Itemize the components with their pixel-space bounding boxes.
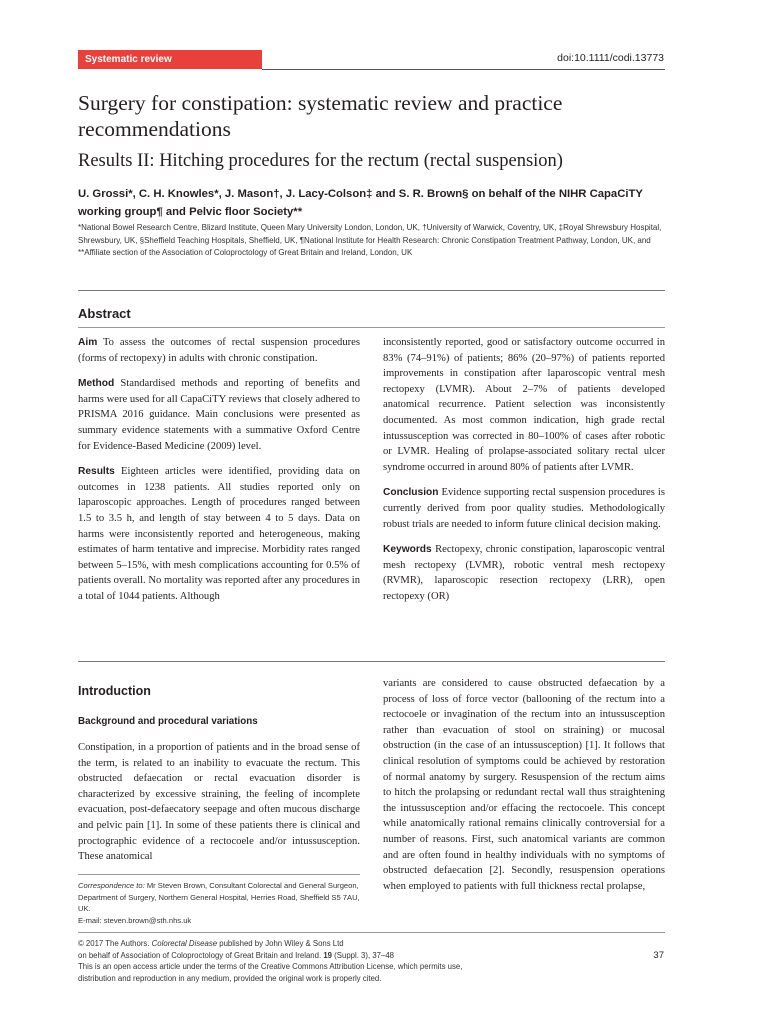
article-title: Surgery for constipation: systematic review and practice recommendations <box>78 91 563 141</box>
abstract-bottom-rule <box>78 661 665 662</box>
correspondence-address <box>78 880 360 915</box>
section-tag: Systematic review <box>78 50 262 69</box>
results-text: Eighteen articles were identified, providing data on outcomes in 1238 patients. All studies reported only on laparoscopic approaches. Length of procedures ranged between 1.5 to 3.5 h, and length of stay between 4 to 5 days. Data on harms were inconsistently reported and heterogeneous, making estimates of harm tentative and imprecise. Morbidity rates ranged between 5–15%, with mesh complications accounting for 0.5% of patients overall. No mortality was reported after any procedures in a total of 1044 patients. Although <box>78 466 360 602</box>
footer-copyright-text: © 2017 The Authors. <box>78 939 152 948</box>
abstract-keywords <box>383 542 665 604</box>
introduction-right-column <box>383 676 665 904</box>
introduction-paragraph-2: variants are considered to cause obstructed defaecation by a process of loss of force vector (ballooning of the rectum into a rectocoele or invagination of the rectum into an intussusception rather than evacuation of stool on straining) or mucosal obstruction (in the case of an intussusception) [1]. It follows that clinical resolution of symptoms could be achieved by restoration of normal anatomy by surgery. Resuspension of the rectum aims to hitch the prolapsing or redundant rectal wall thus straightening the intussusception and/or effacing the rectocoele. This concept while anatomically rational remains clinically controversial for a number of reasons. First, such anatomical variants are common and are often found in healthy individuals with no symptoms of obstructed defaecation [2]. Secondly, resuspension operations when employed to patients with full thickness rectal prolapse, <box>383 678 665 892</box>
abstract-right-column <box>383 335 665 615</box>
abstract-method <box>78 376 360 454</box>
correspondence-block <box>78 880 360 926</box>
author-list: U. Grossi*, C. H. Knowles*, J. Mason†, J. Lacy-Colson‡ and S. R. Brown§ on behalf of the NIHR CapaCiTY working group¶ and Pelvic floor Society** <box>78 188 643 218</box>
results-label: Results <box>78 466 115 478</box>
abstract-heading: Abstract <box>78 306 131 321</box>
conclusion-text: Evidence supporting rectal suspension procedures is currently derived from poor quality studies. Methodologically robust trials are needed to inform future clinical decision making. <box>383 487 665 530</box>
footer-license-1: This is an open access article under the terms of the Creative Commons Attribution License, which permits use, <box>78 962 463 972</box>
method-text: Standardised methods and reporting of benefits and harms were used for all CapaCiTY reviews that closely adhered to PRISMA 2016 guidance. Main conclusions were presented as summary evidence statements with a summative Oxford Centre for Evidence-Based Medicine (2009) level. <box>78 378 360 452</box>
footer-publisher: published by John Wiley & Sons Ltd <box>217 939 344 948</box>
doi[interactable]: doi:10.1111/codi.13773 <box>557 52 664 64</box>
journal-name: Colorectal Disease <box>151 939 218 948</box>
abstract-conclusion <box>383 485 665 532</box>
footer-association <box>78 950 618 962</box>
introduction-heading: Introduction <box>78 684 151 698</box>
abstract-results-continued: inconsistently reported, good or satisfactory outcome occurred in 83% (74–91%) of patients; 86% (20–97%) of patients reported improvements in constipation after laparoscopic ventral mesh rectopexy (LVMR). About 2–7% of patients developed anatomical recurrence. Patient selection was inconsistently documented. As most common indication, high grade rectal intussusception was corrected in 80–100% of cases after robotic or LVMR. Healing of prolapse-associated solitary rectal ulcer syndrome occurred in around 80% of patients after LVMR. <box>383 337 665 473</box>
correspondence-rule <box>78 874 360 875</box>
correspondence-label: Correspondence to: <box>78 881 145 890</box>
introduction-left-column <box>78 740 360 875</box>
footer-issue: (Suppl. 3), 37–48 <box>332 950 394 960</box>
abstract-heading-rule <box>78 327 665 328</box>
abstract-top-rule <box>78 290 665 291</box>
background-subheading: Background and procedural variations <box>78 716 258 727</box>
page-number: 37 <box>653 950 664 961</box>
conclusion-label: Conclusion <box>383 487 439 499</box>
introduction-paragraph-1: Constipation, in a proportion of patients and in the broad sense of the term, is related to an inability to evacuate the rectum. This obstructed defaecation or rectal evacuation disorder is characterized by excessive straining, the feeling of incomplete evacuation, post-defaecatory seepage and often mucous discharge and pelvic pain [1]. In some of these patients there is clinical and proctographic evidence of a rectocoele and/or intussusception. These anatomical <box>78 742 360 863</box>
journal-volume: 19 <box>323 950 333 960</box>
aim-text: To assess the outcomes of rectal suspension procedures (forms of rectopexy) in adults with chronic constipation. <box>78 337 360 364</box>
abstract-results <box>78 464 360 604</box>
correspondence-text: Mr Steven Brown, Consultant Colorectal and General Surgeon, Department of Surgery, Northern General Hospital, Herries Road, Sheffield S5 7AU, UK. <box>78 881 360 913</box>
method-label: Method <box>78 378 115 390</box>
article-subtitle: Results II: Hitching procedures for the rectum (rectal suspension) <box>78 151 563 171</box>
aim-label: Aim <box>78 337 98 348</box>
keywords-text: Rectopexy, chronic constipation, laparoscopic ventral mesh rectopexy (LVMR), robotic ventral mesh rectopexy (RVMR), laparoscopic resection rectopexy (LRR), open rectopexy (OR) <box>383 544 665 602</box>
footer-block <box>78 938 618 984</box>
footer-association-text: on behalf of Association of Coloproctology of Great Britain and Ireland. <box>78 950 324 960</box>
footer-copyright <box>78 938 618 950</box>
abstract-aim <box>78 335 360 366</box>
footer-rule <box>78 932 665 933</box>
header-rule <box>262 69 665 70</box>
affiliations: *National Bowel Research Centre, Blizard Institute, Queen Mary University London, London, UK, †University of Warwick, Coventry, UK, ‡Royal Shrewsbury Hospital, Shrewsbury, UK, §Sheffield Teaching Hospitals, Sheffield, UK, ¶National Institute for Health Research: Chronic Constipation Treatment Pathway, London, UK, and **Affiliate section of the Association of Coloproctology of Great Britain and Ireland, London, UK <box>78 223 662 257</box>
keywords-label: Keywords <box>383 544 432 556</box>
abstract-left-column <box>78 335 360 615</box>
correspondence-email[interactable]: E-mail: steven.brown@sth.nhs.uk <box>78 915 192 925</box>
footer-license-2: distribution and reproduction in any medium, provided the original work is properly cited. <box>78 973 382 983</box>
